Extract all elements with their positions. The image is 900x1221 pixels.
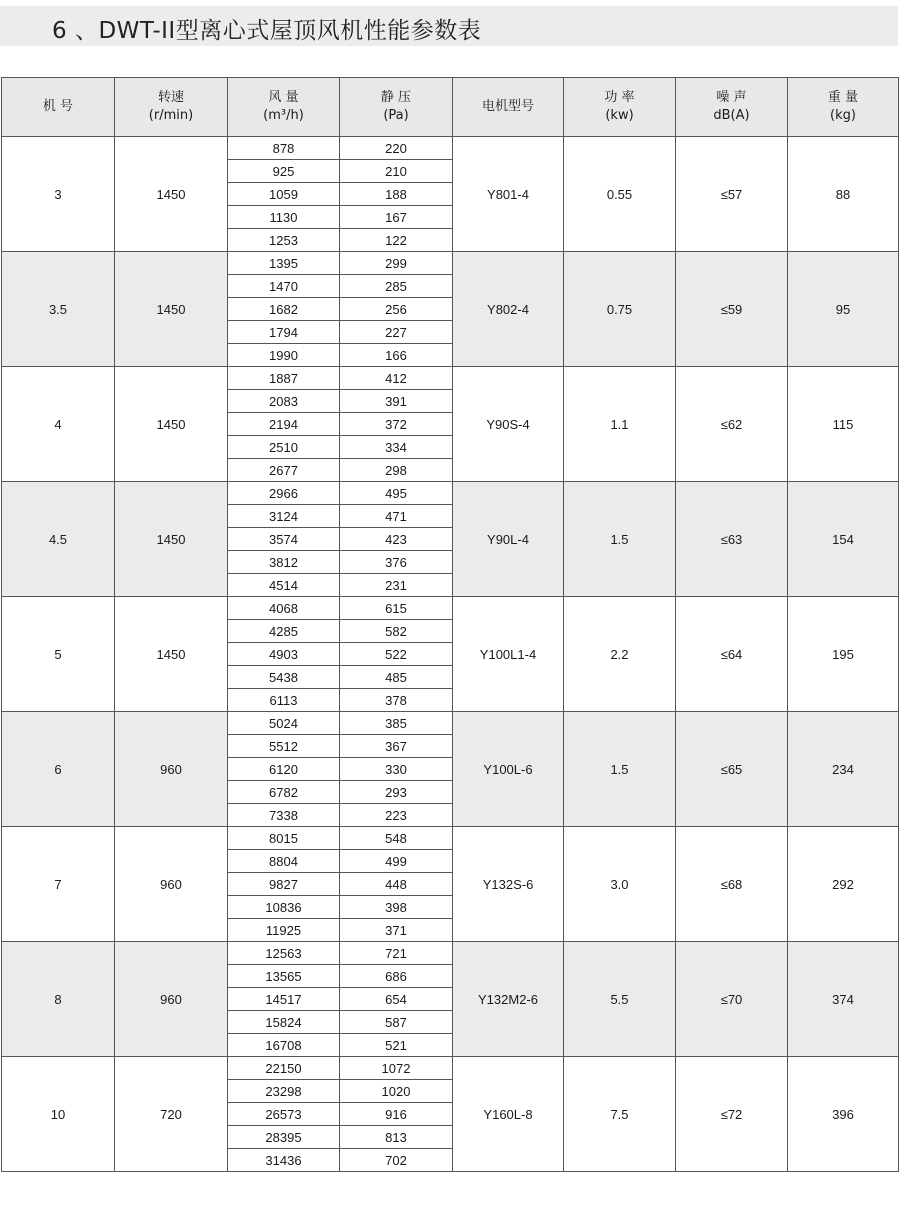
pressure-cell: 210	[340, 160, 453, 183]
pressure-cell: 188	[340, 183, 453, 206]
power-cell: 5.5	[564, 942, 676, 1057]
header-weight	[788, 78, 899, 137]
speed-cell: 1450	[115, 252, 228, 367]
motor-cell: Y802-4	[453, 252, 564, 367]
power-cell: 1.1	[564, 367, 676, 482]
pressure-cell: 256	[340, 298, 453, 321]
header-unit: (kw)	[605, 108, 634, 123]
weight-cell: 374	[788, 942, 899, 1057]
flow-cell: 5512	[228, 735, 340, 758]
header-label: 转速	[157, 90, 184, 105]
weight-cell: 396	[788, 1057, 899, 1172]
flow-cell: 6782	[228, 781, 340, 804]
power-cell: 2.2	[564, 597, 676, 712]
header-label: 电机型号	[481, 99, 534, 114]
header-flow	[228, 78, 340, 137]
model-cell: 4.5	[2, 482, 115, 597]
flow-cell: 10836	[228, 896, 340, 919]
model-cell: 5	[2, 597, 115, 712]
flow-cell: 2966	[228, 482, 340, 505]
pressure-cell: 231	[340, 574, 453, 597]
flow-cell: 878	[228, 137, 340, 160]
noise-cell: ≤63	[676, 482, 788, 597]
flow-cell: 4285	[228, 620, 340, 643]
flow-cell: 22150	[228, 1057, 340, 1080]
pressure-cell: 916	[340, 1103, 453, 1126]
header-unit: (Pa)	[383, 108, 409, 123]
table-row	[2, 482, 899, 505]
flow-cell: 2677	[228, 459, 340, 482]
flow-cell: 6120	[228, 758, 340, 781]
pressure-cell: 721	[340, 942, 453, 965]
model-cell: 6	[2, 712, 115, 827]
weight-cell: 195	[788, 597, 899, 712]
title-bar	[0, 6, 898, 46]
table-row	[2, 827, 899, 850]
model-cell: 10	[2, 1057, 115, 1172]
flow-cell: 2083	[228, 390, 340, 413]
pressure-cell: 522	[340, 643, 453, 666]
noise-cell: ≤57	[676, 137, 788, 252]
power-cell: 1.5	[564, 482, 676, 597]
flow-cell: 16708	[228, 1034, 340, 1057]
speed-cell: 1450	[115, 597, 228, 712]
motor-cell: Y100L-6	[453, 712, 564, 827]
model-cell: 4	[2, 367, 115, 482]
flow-cell: 28395	[228, 1126, 340, 1149]
header-speed	[115, 78, 228, 137]
pressure-cell: 398	[340, 896, 453, 919]
weight-cell: 115	[788, 367, 899, 482]
header-unit: (kg)	[830, 108, 856, 123]
flow-cell: 1990	[228, 344, 340, 367]
header-motor	[453, 78, 564, 137]
table-row	[2, 942, 899, 965]
pressure-cell: 813	[340, 1126, 453, 1149]
motor-cell: Y801-4	[453, 137, 564, 252]
power-cell: 3.0	[564, 827, 676, 942]
pressure-cell: 298	[340, 459, 453, 482]
flow-cell: 3124	[228, 505, 340, 528]
pressure-cell: 423	[340, 528, 453, 551]
table-row	[2, 712, 899, 735]
flow-cell: 8804	[228, 850, 340, 873]
pressure-cell: 521	[340, 1034, 453, 1057]
flow-cell: 1470	[228, 275, 340, 298]
header-unit: (r/min)	[148, 108, 194, 123]
header-unit: dB(A)	[713, 108, 750, 123]
speed-cell: 1450	[115, 137, 228, 252]
flow-cell: 14517	[228, 988, 340, 1011]
pressure-cell: 372	[340, 413, 453, 436]
pressure-cell: 330	[340, 758, 453, 781]
pressure-cell: 167	[340, 206, 453, 229]
motor-cell: Y90S-4	[453, 367, 564, 482]
pressure-cell: 702	[340, 1149, 453, 1172]
speed-cell: 960	[115, 712, 228, 827]
pressure-cell: 367	[340, 735, 453, 758]
header-unit: (m³/h)	[263, 108, 304, 123]
noise-cell: ≤72	[676, 1057, 788, 1172]
flow-cell: 7338	[228, 804, 340, 827]
flow-cell: 4068	[228, 597, 340, 620]
motor-cell: Y90L-4	[453, 482, 564, 597]
speed-cell: 1450	[115, 367, 228, 482]
table-header	[2, 78, 899, 137]
flow-cell: 1887	[228, 367, 340, 390]
flow-cell: 26573	[228, 1103, 340, 1126]
pressure-cell: 499	[340, 850, 453, 873]
header-row	[2, 78, 899, 137]
power-cell: 0.55	[564, 137, 676, 252]
speed-cell: 960	[115, 942, 228, 1057]
pressure-cell: 371	[340, 919, 453, 942]
header-label: 风 量	[268, 90, 299, 105]
table-row	[2, 367, 899, 390]
flow-cell: 8015	[228, 827, 340, 850]
pressure-cell: 391	[340, 390, 453, 413]
pressure-cell: 334	[340, 436, 453, 459]
pressure-cell: 299	[340, 252, 453, 275]
flow-cell: 5438	[228, 666, 340, 689]
flow-cell: 13565	[228, 965, 340, 988]
flow-cell: 2194	[228, 413, 340, 436]
speed-cell: 960	[115, 827, 228, 942]
pressure-cell: 285	[340, 275, 453, 298]
flow-cell: 12563	[228, 942, 340, 965]
speed-cell: 720	[115, 1057, 228, 1172]
model-cell: 7	[2, 827, 115, 942]
power-cell: 7.5	[564, 1057, 676, 1172]
flow-cell: 1395	[228, 252, 340, 275]
page-title: 6 、DWT-II型离心式屋顶风机性能参数表	[52, 18, 482, 44]
pressure-cell: 448	[340, 873, 453, 896]
pressure-cell: 412	[340, 367, 453, 390]
performance-table	[1, 77, 899, 1172]
flow-cell: 3574	[228, 528, 340, 551]
motor-cell: Y132M2-6	[453, 942, 564, 1057]
pressure-cell: 548	[340, 827, 453, 850]
table-row	[2, 252, 899, 275]
flow-cell: 1130	[228, 206, 340, 229]
weight-cell: 95	[788, 252, 899, 367]
table-row	[2, 597, 899, 620]
header-power	[564, 78, 676, 137]
flow-cell: 925	[228, 160, 340, 183]
flow-cell: 1682	[228, 298, 340, 321]
flow-cell: 23298	[228, 1080, 340, 1103]
pressure-cell: 220	[340, 137, 453, 160]
power-cell: 0.75	[564, 252, 676, 367]
pressure-cell: 582	[340, 620, 453, 643]
header-label: 重 量	[827, 90, 859, 105]
motor-cell: Y160L-8	[453, 1057, 564, 1172]
pressure-cell: 587	[340, 1011, 453, 1034]
pressure-cell: 378	[340, 689, 453, 712]
header-model	[2, 78, 115, 137]
weight-cell: 154	[788, 482, 899, 597]
header-label: 功 率	[604, 90, 635, 105]
pressure-cell: 1020	[340, 1080, 453, 1103]
motor-cell: Y132S-6	[453, 827, 564, 942]
flow-cell: 11925	[228, 919, 340, 942]
flow-cell: 9827	[228, 873, 340, 896]
header-pressure	[340, 78, 453, 137]
noise-cell: ≤65	[676, 712, 788, 827]
model-cell: 3	[2, 137, 115, 252]
power-cell: 1.5	[564, 712, 676, 827]
pressure-cell: 471	[340, 505, 453, 528]
pressure-cell: 485	[340, 666, 453, 689]
flow-cell: 1794	[228, 321, 340, 344]
header-label: 噪 声	[716, 90, 747, 105]
pressure-cell: 293	[340, 781, 453, 804]
pressure-cell: 615	[340, 597, 453, 620]
pressure-cell: 122	[340, 229, 453, 252]
table-row	[2, 1057, 899, 1080]
flow-cell: 6113	[228, 689, 340, 712]
model-cell: 8	[2, 942, 115, 1057]
pressure-cell: 227	[340, 321, 453, 344]
flow-cell: 1253	[228, 229, 340, 252]
flow-cell: 2510	[228, 436, 340, 459]
speed-cell: 1450	[115, 482, 228, 597]
pressure-cell: 654	[340, 988, 453, 1011]
table-row	[2, 137, 899, 160]
table-body	[2, 137, 899, 1172]
model-cell: 3.5	[2, 252, 115, 367]
header-noise	[676, 78, 788, 137]
flow-cell: 4514	[228, 574, 340, 597]
flow-cell: 15824	[228, 1011, 340, 1034]
pressure-cell: 686	[340, 965, 453, 988]
noise-cell: ≤62	[676, 367, 788, 482]
flow-cell: 3812	[228, 551, 340, 574]
pressure-cell: 1072	[340, 1057, 453, 1080]
pressure-cell: 223	[340, 804, 453, 827]
weight-cell: 88	[788, 137, 899, 252]
pressure-cell: 385	[340, 712, 453, 735]
flow-cell: 4903	[228, 643, 340, 666]
noise-cell: ≤70	[676, 942, 788, 1057]
pressure-cell: 376	[340, 551, 453, 574]
noise-cell: ≤68	[676, 827, 788, 942]
weight-cell: 292	[788, 827, 899, 942]
pressure-cell: 495	[340, 482, 453, 505]
flow-cell: 5024	[228, 712, 340, 735]
noise-cell: ≤64	[676, 597, 788, 712]
header-label: 机 号	[42, 99, 74, 114]
noise-cell: ≤59	[676, 252, 788, 367]
header-label: 静 压	[380, 90, 412, 105]
flow-cell: 31436	[228, 1149, 340, 1172]
flow-cell: 1059	[228, 183, 340, 206]
motor-cell: Y100L1-4	[453, 597, 564, 712]
pressure-cell: 166	[340, 344, 453, 367]
weight-cell: 234	[788, 712, 899, 827]
